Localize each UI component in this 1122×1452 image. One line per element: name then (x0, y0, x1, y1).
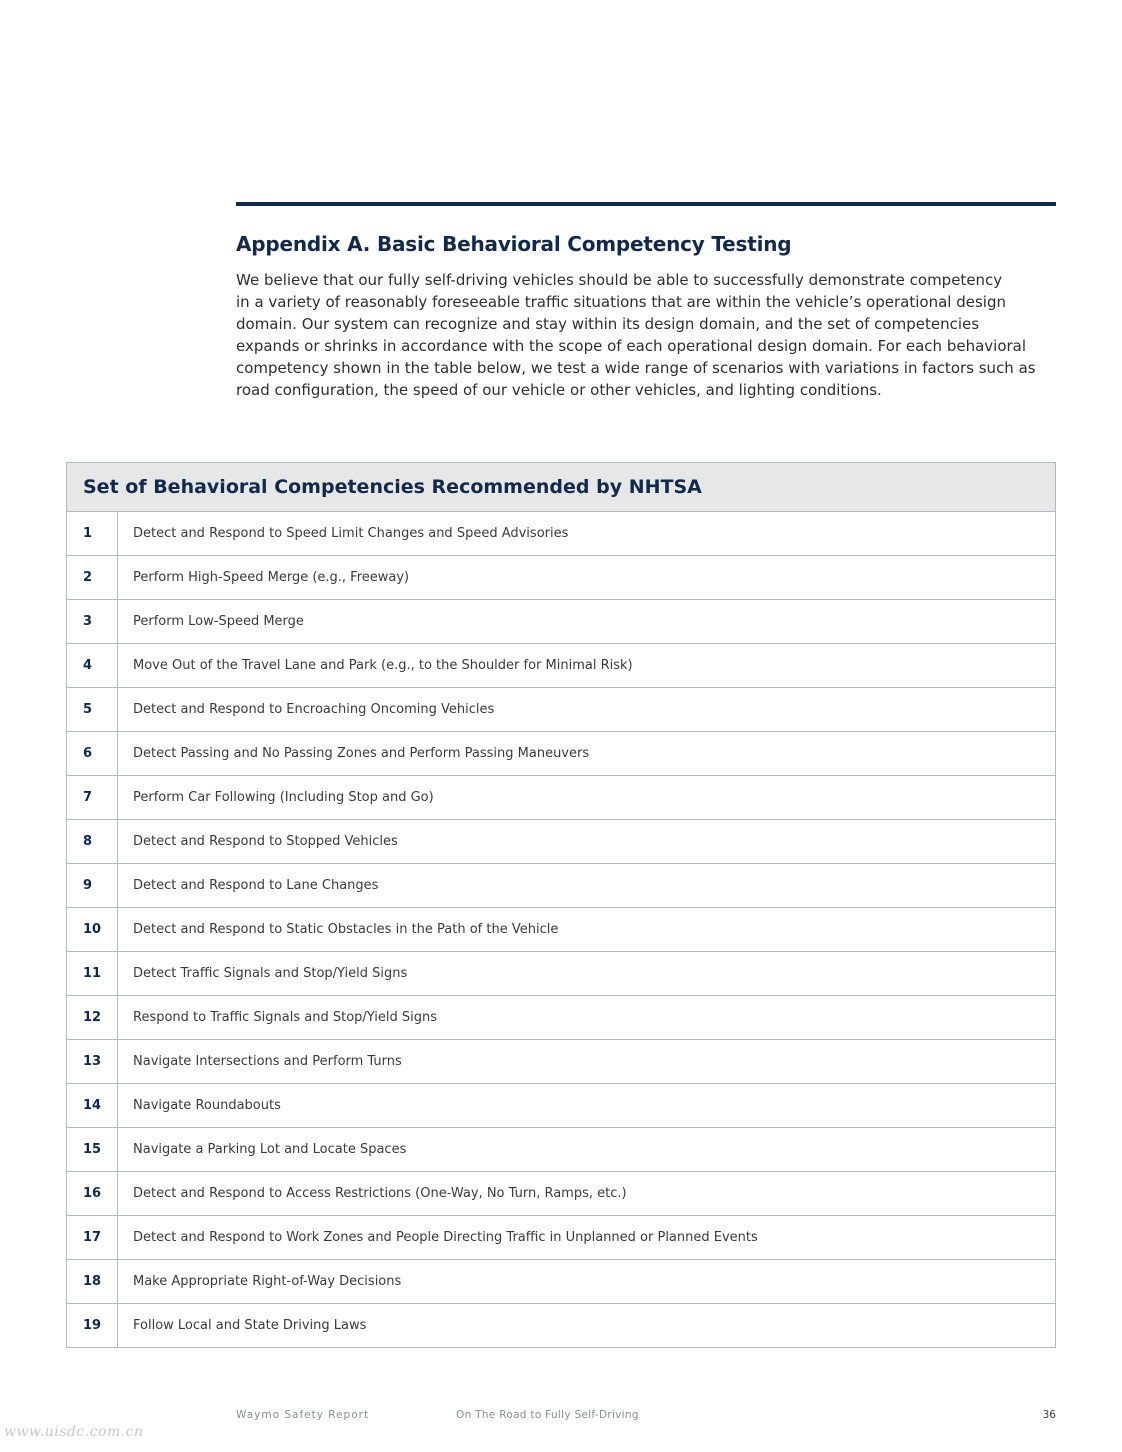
competency-description: Navigate a Parking Lot and Locate Spaces (118, 1128, 1056, 1172)
competency-description: Navigate Intersections and Perform Turns (118, 1040, 1056, 1084)
competency-number: 19 (67, 1304, 118, 1348)
table-row (67, 644, 1056, 688)
table-row (67, 512, 1056, 556)
competency-description: Detect and Respond to Encroaching Oncoming Vehicles (118, 688, 1056, 732)
table-row (67, 996, 1056, 1040)
table-row (67, 864, 1056, 908)
competency-number: 6 (67, 732, 118, 776)
competency-description: Detect and Respond to Speed Limit Changes and Speed Advisories (118, 512, 1056, 556)
competency-description: Move Out of the Travel Lane and Park (e.g., to the Shoulder for Minimal Risk) (118, 644, 1056, 688)
top-divider-rule (236, 202, 1056, 206)
competency-number: 3 (67, 600, 118, 644)
table-row (67, 1304, 1056, 1348)
intro-line: expands or shrinks in accordance with the scope of each operational design domain. For each behavioral (236, 337, 1027, 355)
competency-number: 5 (67, 688, 118, 732)
table-row (67, 732, 1056, 776)
competency-number: 2 (67, 556, 118, 600)
table-row (67, 952, 1056, 996)
table-body (67, 512, 1056, 1348)
competency-number: 1 (67, 512, 118, 556)
competency-description: Detect and Respond to Access Restrictions (One-Way, No Turn, Ramps, etc.) (118, 1172, 1056, 1216)
competency-number: 9 (67, 864, 118, 908)
table-row (67, 556, 1056, 600)
competency-description: Detect and Respond to Work Zones and People Directing Traffic in Unplanned or Planned Events (118, 1216, 1056, 1260)
competency-number: 14 (67, 1084, 118, 1128)
competency-description: Detect and Respond to Stopped Vehicles (118, 820, 1056, 864)
table-header-row (67, 463, 1056, 512)
table-row (67, 1172, 1056, 1216)
competency-number: 10 (67, 908, 118, 952)
table-row (67, 1216, 1056, 1260)
table-row (67, 1040, 1056, 1084)
competency-description: Perform Low-Speed Merge (118, 600, 1056, 644)
competency-number: 4 (67, 644, 118, 688)
competency-description: Respond to Traffic Signals and Stop/Yield Signs (118, 996, 1056, 1040)
competency-number: 16 (67, 1172, 118, 1216)
table-row (67, 1084, 1056, 1128)
competency-description: Detect and Respond to Lane Changes (118, 864, 1056, 908)
competency-number: 7 (67, 776, 118, 820)
table-row (67, 820, 1056, 864)
page-number: 36 (1042, 1409, 1056, 1421)
competency-number: 17 (67, 1216, 118, 1260)
competency-description: Make Appropriate Right-of-Way Decisions (118, 1260, 1056, 1304)
competency-number: 13 (67, 1040, 118, 1084)
table-title: Set of Behavioral Competencies Recommended by NHTSA (67, 463, 1056, 512)
competency-description: Detect and Respond to Static Obstacles in the Path of the Vehicle (118, 908, 1056, 952)
table-row (67, 1128, 1056, 1172)
competency-number: 11 (67, 952, 118, 996)
footer-report-name: Waymo Safety Report (236, 1409, 370, 1421)
table-row (67, 1260, 1056, 1304)
table-row (67, 776, 1056, 820)
competencies-table (66, 462, 1056, 1348)
competency-number: 12 (67, 996, 118, 1040)
competency-number: 18 (67, 1260, 118, 1304)
table-row (67, 908, 1056, 952)
watermark-text: www.uisdc.com.cn (4, 1424, 144, 1440)
appendix-intro (236, 269, 1058, 401)
competency-description: Navigate Roundabouts (118, 1084, 1056, 1128)
competency-description: Detect Passing and No Passing Zones and Perform Passing Maneuvers (118, 732, 1056, 776)
competency-description: Follow Local and State Driving Laws (118, 1304, 1056, 1348)
competency-description: Perform Car Following (Including Stop and Go) (118, 776, 1056, 820)
table-row (67, 688, 1056, 732)
footer-subtitle: On The Road to Fully Self-Driving (456, 1409, 639, 1421)
intro-line: in a variety of reasonably foreseeable traffic situations that are within the vehicle’s operational design (236, 293, 1006, 311)
competency-number: 15 (67, 1128, 118, 1172)
appendix-title: Appendix A. Basic Behavioral Competency Testing (236, 232, 792, 256)
competency-description: Perform High-Speed Merge (e.g., Freeway) (118, 556, 1056, 600)
table-row (67, 600, 1056, 644)
competency-number: 8 (67, 820, 118, 864)
intro-line: competency shown in the table below, we test a wide range of scenarios with variations in factors such as (236, 359, 1036, 377)
intro-line: domain. Our system can recognize and stay within its design domain, and the set of competencies (236, 315, 980, 333)
competency-description: Detect Traffic Signals and Stop/Yield Signs (118, 952, 1056, 996)
intro-line: road configuration, the speed of our vehicle or other vehicles, and lighting conditions. (236, 381, 882, 399)
intro-line: We believe that our fully self-driving vehicles should be able to successfully demonstrate competency (236, 271, 1003, 289)
